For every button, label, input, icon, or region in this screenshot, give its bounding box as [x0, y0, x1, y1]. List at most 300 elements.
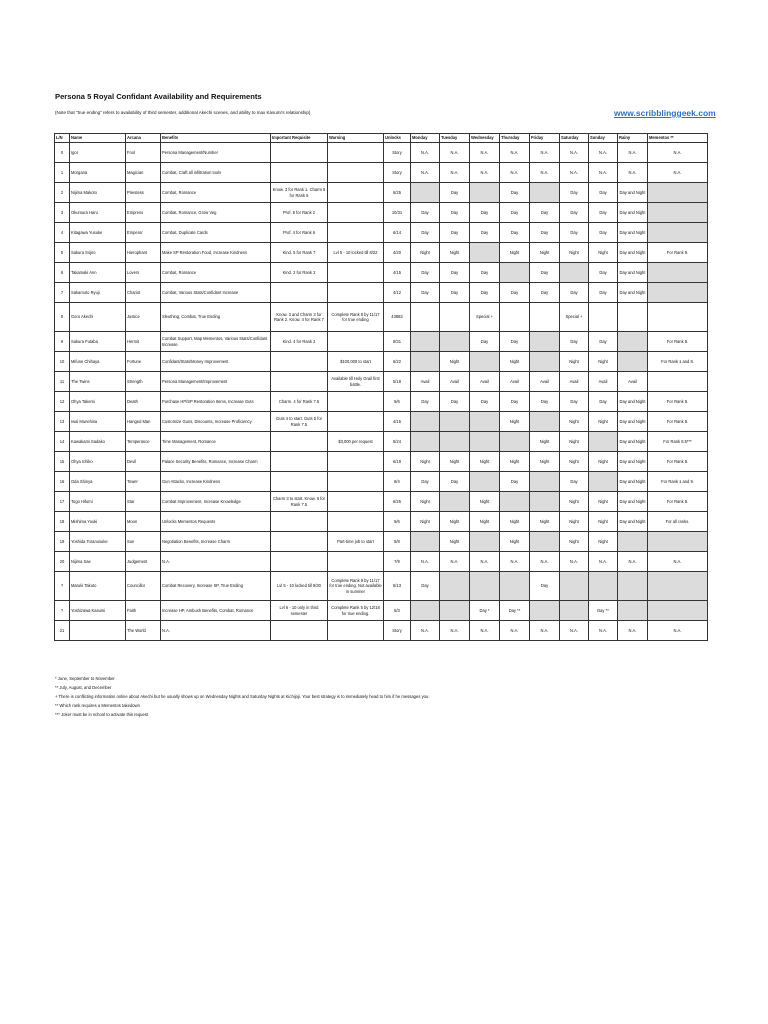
- table-cell: Day: [500, 223, 530, 243]
- table-row: [55, 143, 708, 163]
- table-cell: Gun Attacks, Increase Kindness: [161, 472, 271, 492]
- table-cell: 9: [55, 332, 70, 352]
- table-cell: N.A.: [618, 163, 648, 183]
- table-cell: Sun: [126, 532, 161, 552]
- table-cell: Palace Security Benefits, Romance, Increase Charm: [161, 452, 271, 472]
- table-row: [55, 621, 708, 641]
- table-cell: Make SP Restoration Food, Increase Kindness: [161, 243, 271, 263]
- table-cell: 2: [55, 183, 70, 203]
- table-cell: Avail: [470, 372, 500, 392]
- table-cell: [589, 572, 618, 601]
- table-cell: [470, 183, 500, 203]
- table-cell: Mishima Yuuki: [70, 512, 126, 532]
- table-cell: [648, 263, 708, 283]
- table-cell: Lvl 5 - 10 locked till 9/30: [271, 572, 328, 601]
- table-cell: Day: [440, 283, 470, 303]
- table-cell: N.A.: [411, 621, 440, 641]
- table-cell: 17: [55, 492, 70, 512]
- table-cell: For Rank 8.: [648, 412, 708, 432]
- table-cell: Night: [589, 492, 618, 512]
- table-cell: N.A.: [560, 163, 589, 183]
- table-cell: 16: [55, 472, 70, 492]
- table-cell: N.A.: [618, 143, 648, 163]
- table-cell: [648, 283, 708, 303]
- table-cell: 10: [55, 352, 70, 372]
- table-cell: 6/22: [384, 352, 411, 372]
- table-cell: Day: [500, 283, 530, 303]
- table-cell: Combat, Various Stats/Confidant Increase: [161, 283, 271, 303]
- table-cell: Day: [560, 283, 589, 303]
- table-cell: [271, 532, 328, 552]
- table-cell: ?: [55, 601, 70, 621]
- table-cell: Kind. 2 for Rank 2: [271, 263, 328, 283]
- table-cell: N.A.: [589, 143, 618, 163]
- table-cell: Night: [440, 243, 470, 263]
- table-cell: Day: [589, 263, 618, 283]
- table-cell: N.A.: [470, 163, 500, 183]
- table-row: [55, 283, 708, 303]
- table-cell: 6/14: [384, 223, 411, 243]
- table-cell: Story: [384, 143, 411, 163]
- table-cell: [530, 303, 560, 332]
- table-cell: Night: [589, 532, 618, 552]
- table-cell: [440, 332, 470, 352]
- table-cell: Night: [500, 452, 530, 472]
- table-cell: Strength: [126, 372, 161, 392]
- table-cell: [328, 412, 384, 432]
- table-cell: [648, 372, 708, 392]
- table-cell: Day and Night: [618, 512, 648, 532]
- table-cell: 18: [55, 512, 70, 532]
- table-cell: Day: [411, 392, 440, 412]
- table-cell: Lovers: [126, 263, 161, 283]
- table-cell: 5/6: [384, 512, 411, 532]
- table-cell: [328, 472, 384, 492]
- table-cell: N.A.: [530, 621, 560, 641]
- table-cell: Day: [411, 263, 440, 283]
- table-cell: Know. 3 and Charm 3 for Rank 2. Know. 4 for Rank 7: [271, 303, 328, 332]
- table-cell: 5/24: [384, 432, 411, 452]
- table-cell: [328, 452, 384, 472]
- table-cell: Day: [560, 392, 589, 412]
- footnote: + There is conflicting information online about Akechi but he usually shows up on Wednesday Nights and Saturday Nights at Kichijoji. Your best strategy is to immediately head to him if he messages you.: [55, 694, 430, 699]
- table-cell: [470, 243, 500, 263]
- table-cell: [328, 163, 384, 183]
- table-cell: N.A.: [648, 552, 708, 572]
- table-cell: Night: [411, 452, 440, 472]
- table-cell: [648, 183, 708, 203]
- column-header: Warning: [328, 134, 384, 143]
- table-cell: Day: [530, 203, 560, 223]
- table-cell: Igor: [70, 143, 126, 163]
- table-cell: 6/18: [384, 452, 411, 472]
- table-cell: Night: [440, 452, 470, 472]
- table-cell: For Rank 8.: [648, 452, 708, 472]
- table-cell: 5/13: [384, 572, 411, 601]
- table-cell: Day and Night: [618, 392, 648, 412]
- table-cell: Sakamoto Ryuji: [70, 283, 126, 303]
- table-cell: Combat, Romance: [161, 263, 271, 283]
- table-cell: [440, 303, 470, 332]
- table-cell: Day: [530, 392, 560, 412]
- table-cell: Day: [589, 392, 618, 412]
- table-cell: [70, 621, 126, 641]
- table-cell: Lvl 5 - 10 locked till 8/22: [328, 243, 384, 263]
- table-cell: Night: [440, 532, 470, 552]
- table-cell: Guts 4 to start. Guts 5 for Rank 7.5: [271, 412, 328, 432]
- table-cell: Night: [470, 452, 500, 472]
- table-cell: 10/31: [384, 203, 411, 223]
- table-cell: Night: [560, 492, 589, 512]
- column-header: Arcana: [126, 134, 161, 143]
- column-header: Saturday: [560, 134, 589, 143]
- table-cell: Mifune Chihaya: [70, 352, 126, 372]
- table-cell: Avail: [530, 372, 560, 392]
- table-cell: [271, 163, 328, 183]
- table-cell: [618, 303, 648, 332]
- table-cell: 6: [55, 263, 70, 283]
- table-cell: Hermit: [126, 332, 161, 352]
- table-cell: Day: [470, 392, 500, 412]
- table-row: [55, 372, 708, 392]
- table-cell: Nijima Sae: [70, 552, 126, 572]
- table-cell: Fortune: [126, 352, 161, 372]
- table-cell: Day: [530, 263, 560, 283]
- table-cell: Kind. 5 for Rank 7: [271, 243, 328, 263]
- table-cell: [470, 572, 500, 601]
- table-cell: Night: [500, 512, 530, 532]
- table-cell: [271, 472, 328, 492]
- table-cell: N.A.: [500, 163, 530, 183]
- table-cell: Avail: [440, 372, 470, 392]
- column-header: Mementos **: [648, 134, 708, 143]
- table-row: [55, 263, 708, 283]
- table-cell: Councillor: [126, 572, 161, 601]
- table-cell: Combat Improvement, Increase Knowledge: [161, 492, 271, 512]
- table-cell: N.A.: [411, 552, 440, 572]
- column-header: Name: [70, 134, 126, 143]
- table-cell: 8/4: [384, 472, 411, 492]
- table-cell: Night: [440, 512, 470, 532]
- table-cell: Night: [530, 432, 560, 452]
- table-cell: Day and Night: [618, 432, 648, 452]
- table-cell: Day: [411, 472, 440, 492]
- table-cell: [470, 432, 500, 452]
- table-cell: Yoshida Toranosuke: [70, 532, 126, 552]
- table-cell: Prof. 4 for Rank 6: [271, 223, 328, 243]
- table-cell: Day: [470, 332, 500, 352]
- table-cell: Avail: [618, 372, 648, 392]
- site-link[interactable]: www.scribblinggeek.com: [614, 108, 716, 118]
- document-note: (Note that "true ending" refers to availability of third semester, additional Akechi scenes, and ability to max Kasumi's relationship): [55, 110, 311, 115]
- table-cell: 20: [55, 552, 70, 572]
- table-row: [55, 412, 708, 432]
- table-cell: 5: [55, 243, 70, 263]
- table-cell: 8: [55, 303, 70, 332]
- table-cell: Ohya Ichiko: [70, 452, 126, 472]
- table-cell: N.A.: [530, 143, 560, 163]
- table-cell: [440, 572, 470, 601]
- table-cell: Kind. 4 for Rank 2: [271, 332, 328, 352]
- table-cell: [411, 601, 440, 621]
- table-cell: [648, 532, 708, 552]
- column-header: Thursday: [500, 134, 530, 143]
- table-cell: 8/31: [384, 332, 411, 352]
- table-cell: N.A.: [618, 552, 648, 572]
- table-cell: Sleuthing, Combat, True Ending: [161, 303, 271, 332]
- table-cell: Night: [589, 352, 618, 372]
- table-cell: Day: [530, 223, 560, 243]
- table-cell: N.A.: [560, 143, 589, 163]
- table-cell: Time Management, Romance: [161, 432, 271, 452]
- table-cell: Day: [440, 183, 470, 203]
- column-header: Benefits: [161, 134, 271, 143]
- table-cell: For Rank 8.5***: [648, 432, 708, 452]
- table-cell: N.A.: [440, 143, 470, 163]
- column-header: Tuesday: [440, 134, 470, 143]
- table-cell: N.A.: [648, 143, 708, 163]
- table-cell: 4/20: [384, 243, 411, 263]
- table-cell: Special +: [560, 303, 589, 332]
- table-cell: Day: [589, 223, 618, 243]
- table-cell: N.A.: [560, 552, 589, 572]
- table-cell: 43983: [384, 303, 411, 332]
- table-cell: Know. 3 for Rank 1. Charm 5 for Rank 6: [271, 183, 328, 203]
- table-cell: Day and Night: [618, 492, 648, 512]
- table-cell: Day and Night: [618, 203, 648, 223]
- table-cell: Night: [500, 532, 530, 552]
- table-cell: Charm. 4 for Rank 7.5: [271, 392, 328, 412]
- table-cell: Night: [589, 512, 618, 532]
- table-cell: Night: [589, 243, 618, 263]
- table-cell: [648, 303, 708, 332]
- table-row: [55, 492, 708, 512]
- table-cell: Temperance: [126, 432, 161, 452]
- table-cell: [589, 303, 618, 332]
- table-cell: Night: [560, 512, 589, 532]
- table-cell: Day: [440, 472, 470, 492]
- table-cell: $100,000 to start: [328, 352, 384, 372]
- table-cell: Day: [440, 203, 470, 223]
- table-cell: [530, 472, 560, 492]
- table-cell: Day: [560, 203, 589, 223]
- table-cell: [470, 532, 500, 552]
- table-cell: 0: [55, 143, 70, 163]
- table-cell: Night: [530, 512, 560, 532]
- table-cell: Combat, Romance, Grow Veg: [161, 203, 271, 223]
- table-cell: Yoshizawa Kasumi: [70, 601, 126, 621]
- document-title: Persona 5 Royal Confidant Availability and Requirements: [55, 92, 262, 101]
- table-cell: [440, 601, 470, 621]
- table-cell: Combat, Craft all infiltration tools: [161, 163, 271, 183]
- table-cell: N.A.: [589, 552, 618, 572]
- table-row: [55, 572, 708, 601]
- table-cell: N.A.: [648, 621, 708, 641]
- table-cell: N.A.: [589, 621, 618, 641]
- table-cell: Maruki Takuto: [70, 572, 126, 601]
- table-row: [55, 183, 708, 203]
- table-cell: Day and Night: [618, 412, 648, 432]
- table-cell: 6/25: [384, 183, 411, 203]
- table-cell: Avail: [411, 372, 440, 392]
- table-cell: [440, 492, 470, 512]
- table-cell: N.A.: [470, 143, 500, 163]
- table-cell: Day and Night: [618, 452, 648, 472]
- table-cell: Night: [560, 352, 589, 372]
- table-cell: Day: [530, 572, 560, 601]
- table-cell: [271, 352, 328, 372]
- table-cell: [328, 552, 384, 572]
- table-cell: Increase HP, Ambush Benefits, Combat, Romance: [161, 601, 271, 621]
- table-cell: ?: [55, 572, 70, 601]
- footnote: ** July, August, and December: [55, 685, 112, 690]
- table-cell: Night: [500, 243, 530, 263]
- column-header: Sunday: [589, 134, 618, 143]
- table-cell: [271, 372, 328, 392]
- table-cell: Day: [440, 223, 470, 243]
- table-cell: Day and Night: [618, 263, 648, 283]
- table-cell: For Rank 1 and 9.: [648, 472, 708, 492]
- table-cell: 5/18: [384, 372, 411, 392]
- table-cell: N.A.: [470, 621, 500, 641]
- table-cell: Combat Support, Map Mementos, Various Stats/Confidant Increase: [161, 332, 271, 352]
- table-cell: [648, 203, 708, 223]
- table-cell: Prof. 5 for Rank 2: [271, 203, 328, 223]
- table-cell: Chariot: [126, 283, 161, 303]
- table-cell: Day: [500, 203, 530, 223]
- table-cell: 4/12: [384, 283, 411, 303]
- table-cell: [500, 263, 530, 283]
- table-cell: Ohya Takemi: [70, 392, 126, 412]
- table-cell: Day: [470, 203, 500, 223]
- table-cell: [560, 572, 589, 601]
- table-cell: N.A.: [530, 552, 560, 572]
- table-row: [55, 552, 708, 572]
- table-cell: Persona Management/Number: [161, 143, 271, 163]
- table-cell: N.A.: [411, 163, 440, 183]
- table-cell: Day: [560, 472, 589, 492]
- table-cell: Tower: [126, 472, 161, 492]
- table-cell: N.A.: [411, 143, 440, 163]
- table-cell: Charm 3 to start. Know. 5 for Rank 7.5: [271, 492, 328, 512]
- table-cell: Morgana: [70, 163, 126, 183]
- table-cell: Night: [470, 492, 500, 512]
- table-cell: Magician: [126, 163, 161, 183]
- table-cell: Customize Guns, Discounts, Increase Proficiency: [161, 412, 271, 432]
- table-cell: [560, 263, 589, 283]
- table-cell: [530, 601, 560, 621]
- table-cell: Day: [560, 183, 589, 203]
- table-cell: Death: [126, 392, 161, 412]
- table-cell: [618, 352, 648, 372]
- table-cell: N.A.: [560, 621, 589, 641]
- table-row: [55, 203, 708, 223]
- table-cell: [530, 412, 560, 432]
- table-cell: Night: [589, 452, 618, 472]
- table-cell: N.A.: [618, 621, 648, 641]
- table-cell: Purchase HP/SP Restoration Items, Increase Guts: [161, 392, 271, 412]
- table-cell: [500, 492, 530, 512]
- table-cell: 3: [55, 203, 70, 223]
- table-cell: [271, 512, 328, 532]
- table-cell: [618, 532, 648, 552]
- table-cell: N.A.: [530, 163, 560, 183]
- table-cell: Day: [411, 572, 440, 601]
- table-cell: Complete Rank 5 by 12/18 for true ending.: [328, 601, 384, 621]
- table-cell: 7/9: [384, 552, 411, 572]
- table-cell: [328, 332, 384, 352]
- table-cell: Emperor: [126, 223, 161, 243]
- table-header-row: [55, 134, 708, 143]
- table-cell: Day: [411, 203, 440, 223]
- table-cell: [328, 183, 384, 203]
- table-cell: Combat, Romance: [161, 183, 271, 203]
- table-cell: Nijima Makoto: [70, 183, 126, 203]
- table-cell: 5/6: [384, 392, 411, 412]
- table-row: [55, 332, 708, 352]
- table-cell: [328, 263, 384, 283]
- table-cell: 5/8: [384, 532, 411, 552]
- table-cell: N.A.: [161, 552, 271, 572]
- table-cell: Day: [589, 332, 618, 352]
- table-row: [55, 512, 708, 532]
- table-cell: $3,000 per request: [328, 432, 384, 452]
- table-cell: [271, 143, 328, 163]
- table-cell: [328, 621, 384, 641]
- table-cell: N.A.: [500, 621, 530, 641]
- table-cell: Day: [500, 472, 530, 492]
- table-row: [55, 601, 708, 621]
- column-header: L/N: [55, 134, 70, 143]
- table-cell: [271, 283, 328, 303]
- table-cell: For Rank 1 and 8.: [648, 352, 708, 372]
- table-cell: Day: [440, 263, 470, 283]
- table-cell: N.A.: [589, 163, 618, 183]
- table-cell: Day and Night: [618, 223, 648, 243]
- table-cell: Sakura Sojiro: [70, 243, 126, 263]
- footnote: * June, September to November: [55, 676, 115, 681]
- table-cell: Day: [411, 283, 440, 303]
- table-cell: Iwai Munehisa: [70, 412, 126, 432]
- table-cell: [589, 432, 618, 452]
- table-cell: Devil: [126, 452, 161, 472]
- table-cell: Persona Management/Improvement: [161, 372, 271, 392]
- table-cell: [411, 332, 440, 352]
- table-cell: Justice: [126, 303, 161, 332]
- table-cell: Part-time job to start: [328, 532, 384, 552]
- table-cell: Night: [530, 452, 560, 472]
- table-cell: [328, 223, 384, 243]
- table-cell: Day: [530, 283, 560, 303]
- table-cell: For Rank 9.: [648, 243, 708, 263]
- table-cell: Fool: [126, 143, 161, 163]
- table-cell: 4/15: [384, 263, 411, 283]
- table-cell: [530, 352, 560, 372]
- table-cell: Star: [126, 492, 161, 512]
- column-header: Friday: [530, 134, 560, 143]
- table-cell: [530, 183, 560, 203]
- table-cell: [648, 601, 708, 621]
- table-cell: [411, 352, 440, 372]
- table-cell: Day and Night: [618, 243, 648, 263]
- table-cell: N.A.: [440, 163, 470, 183]
- table-cell: N.A.: [470, 552, 500, 572]
- table-cell: Day: [470, 223, 500, 243]
- table-cell: [328, 512, 384, 532]
- table-cell: [271, 552, 328, 572]
- table-row: [55, 432, 708, 452]
- table-row: [55, 472, 708, 492]
